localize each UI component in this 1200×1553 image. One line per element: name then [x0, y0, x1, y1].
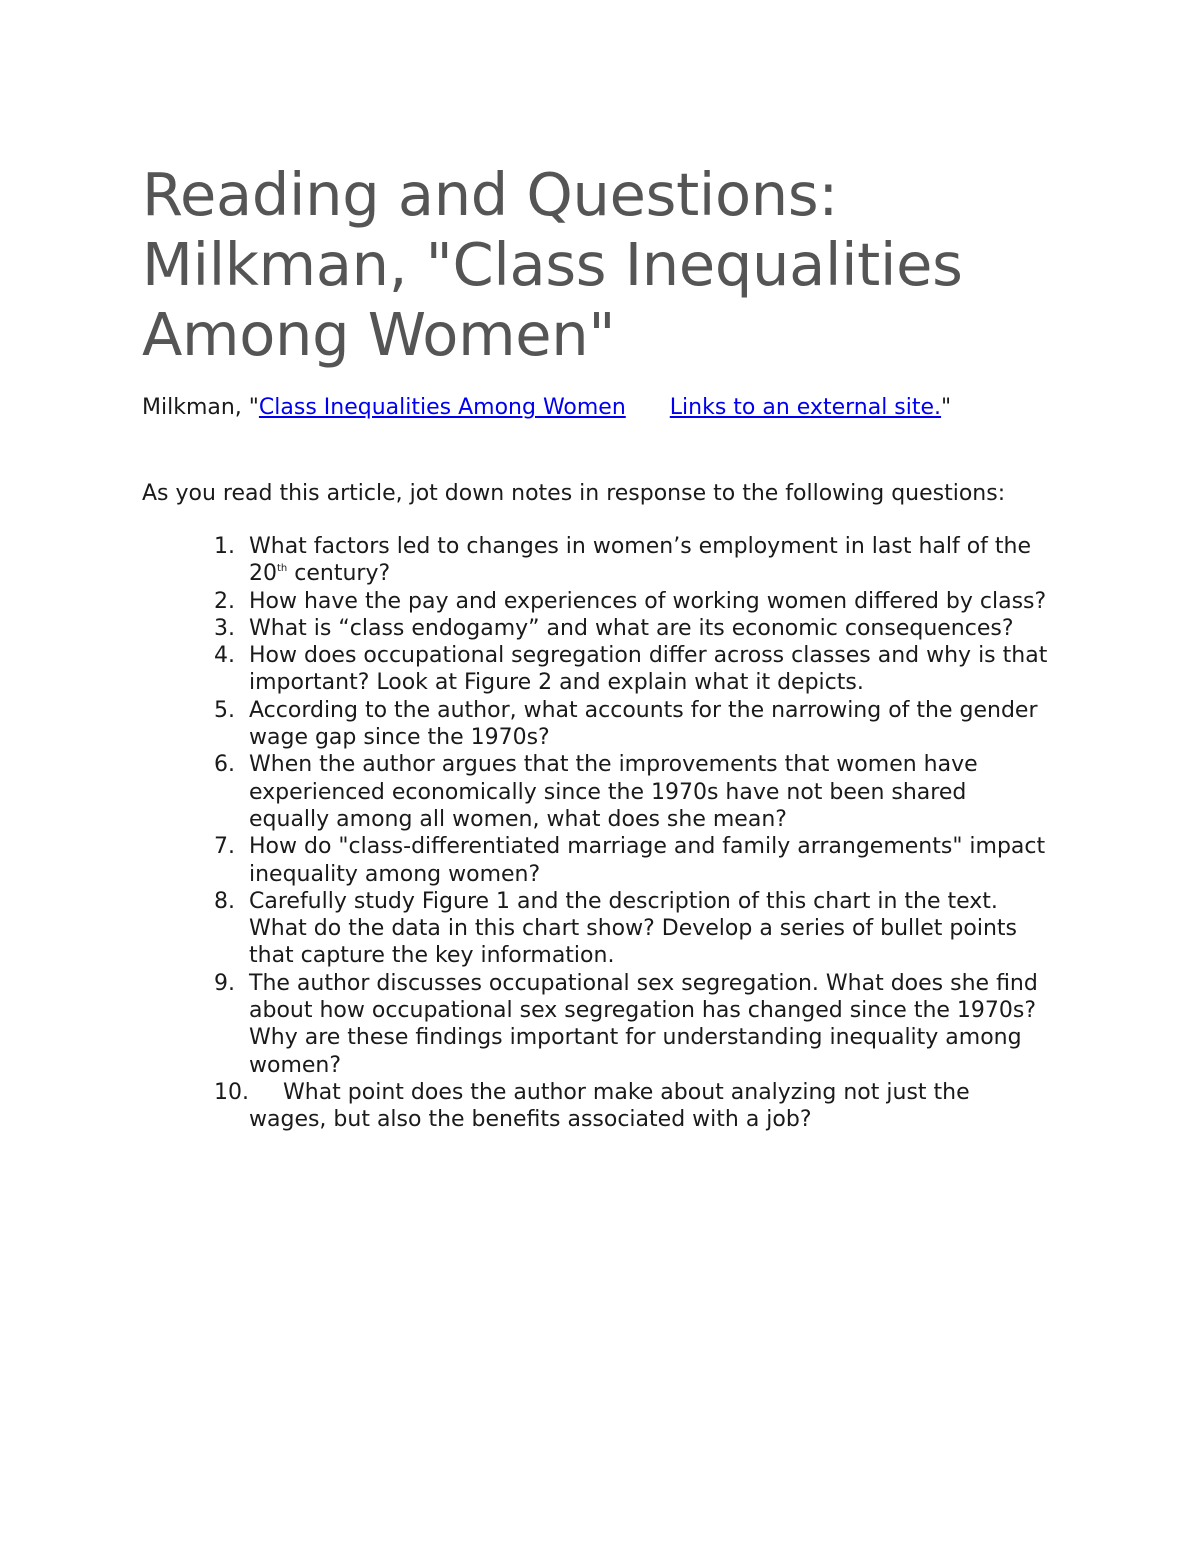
question-item: [142, 970, 1049, 1079]
question-text: The author discusses occupational sex segregation. What does she find about how occupational sex segregation has changed since the 1970s? Why are these findings important for understanding inequality among women?: [249, 970, 1038, 1078]
intro-text: As you read this article, jot down notes in response to the following questions:: [142, 481, 1006, 506]
question-item: [142, 533, 1049, 588]
question-text: What point does the author make about analyzing not just the wages, but also the benefits associated with a job?: [249, 1079, 970, 1133]
document-page: [142, 160, 1062, 1134]
source-suffix: ": [941, 395, 952, 420]
question-list: [142, 533, 1062, 1134]
question-text: When the author argues that the improvements that women have experienced economically since the 1970s have not been shared equally among all women, what does she mean?: [249, 752, 978, 832]
question-text: How have the pay and experiences of working women differed by class?: [249, 588, 1047, 614]
source-line: [142, 393, 1062, 423]
question-item: [142, 697, 1049, 752]
question-text: How does occupational segregation differ across classes and why is that important? Look at Figure 2 and explain what it depicts.: [249, 643, 1048, 696]
question-number: 1.: [214, 534, 235, 559]
question-number: 8.: [214, 888, 235, 914]
question-item: [142, 642, 1049, 697]
question-item: [142, 833, 1049, 888]
question-number: 4.: [214, 643, 235, 669]
question-text: What is “class endogamy” and what are its economic consequences?: [249, 615, 1014, 641]
question-item: [142, 1079, 1049, 1134]
question-item: [142, 588, 1049, 615]
question-text: What factors led to changes in women’s employment in last half of the 20: [249, 534, 1032, 587]
question-text: How do "class-differentiated marriage and family arrangements" impact inequality among women?: [249, 834, 1046, 887]
question-item: [142, 751, 1049, 833]
question-number: 6.: [214, 752, 235, 778]
question-number: 3.: [214, 615, 235, 641]
question-text-end: century?: [287, 561, 391, 587]
question-item: [142, 888, 1049, 970]
question-number: 2.: [214, 588, 235, 614]
question-number: 9.: [214, 970, 235, 996]
article-link[interactable]: Class Inequalities Among Women: [258, 395, 626, 420]
question-text: According to the author, what accounts for the narrowing of the gender wage gap since the 1970s?: [249, 697, 1038, 751]
external-site-link[interactable]: Links to an external site.: [669, 395, 942, 420]
question-item: [142, 615, 1049, 642]
question-number: 10.: [214, 1079, 249, 1105]
question-text: Carefully study Figure 1 and the description of this chart in the text. What do the data in this chart show? Develop a series of bullet points that capture the key information.: [249, 888, 1017, 969]
question-number: 5.: [214, 697, 235, 723]
source-prefix: Milkman, ": [142, 395, 259, 420]
page-title: Reading and Questions: Milkman, "Class Inequalities Among Women": [142, 160, 963, 369]
question-number: 7.: [214, 834, 235, 860]
ordinal-suffix: th: [277, 563, 288, 575]
